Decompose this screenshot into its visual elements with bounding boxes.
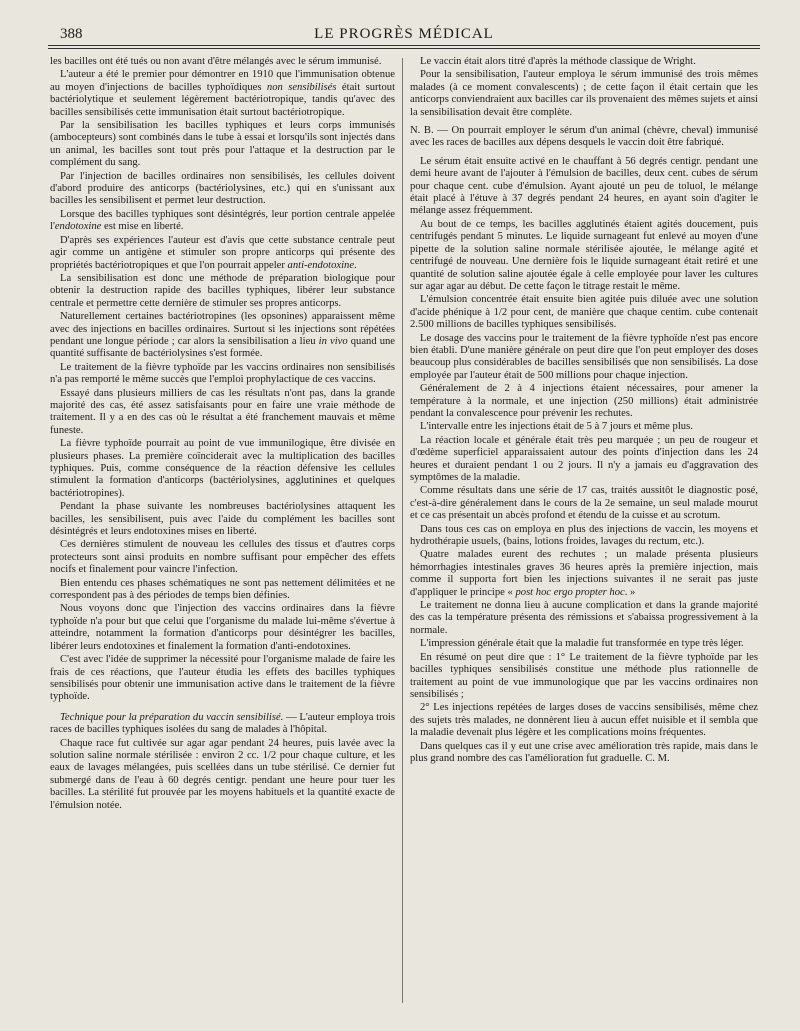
paragraph: Pendant la phase suivante les nombreuses bactériolysines attaquent les bacilles, les sensibilisent, puis avec l'aide du complément les bacilles sont désintégrés et leurs endotoxines mises en liberté. bbox=[50, 501, 395, 538]
paragraph: Essayé dans plusieurs milliers de cas les résultats n'ont pas, dans la grande majorité des cas, été assez satisfaisants pour en faire une vraie méthode de traitement. Il y a en des cas où le résultat a été franchement mauvais et même funeste. bbox=[50, 387, 395, 436]
paragraph: Lorsque des bacilles typhiques sont désintégrés, leur portion centrale appelée l'endotoxine est mise en liberté. bbox=[50, 208, 395, 233]
paragraph: Quatre malades eurent des rechutes ; un malade présenta plusieurs hémorrhagies intestinales graves 36 heures après la première injection, mais comme il supporta fort bien les injections suivantes il ne serait pas juste d'appliquer le principe « post hoc ergo propter hoc. » bbox=[410, 549, 758, 598]
paragraph: Ces dernières stimulent de nouveau les cellules des tissus et d'autres corps protecteurs sont ainsi produits en nombre suffisant pour empêcher des effets nocifs et finalement pour vaincre l'infection. bbox=[50, 539, 395, 576]
paragraph: Le vaccin était alors titré d'après la méthode classique de Wright. bbox=[420, 56, 696, 67]
author-signature: C. M. bbox=[645, 752, 670, 764]
paragraph: Bien entendu ces phases schématiques ne sont pas nettement délimitées et ne correspondent pas à des périodes de temps bien définies. bbox=[50, 577, 395, 602]
header-rule-double bbox=[48, 48, 760, 49]
paragraph: Le traitement ne donna lieu à aucune complication et dans la grande majorité des cas la température présenta des rémissions et s'abaissa progressivement à la normale. bbox=[410, 600, 758, 636]
paragraph: La réaction locale et générale était très peu marquée ; un peu de rougeur et d'œdème superficiel apparaissaient autour des points d'injection dans les 24 heures et duraient pendant 1 ou 2 jours. Il n'y a jamais eu d'aggravation des symptômes de la maladie. bbox=[410, 434, 758, 483]
paragraph: Chaque race fut cultivée sur agar agar pendant 24 heures, puis lavée avec la solution saline normale stérilisée : environ 2 cc. 1/2 pour chaque culture, et les eaux de lavages mélangées, puis scellées dans un tube stérilisé. Ce dernier fut submergé dans de l'eau à 60 degrés centigr. pendant une heure pour tuer les bacilles. La stérilité fut prouvée par les moyens habituels et la quantité exacte de l'émulsion notée. bbox=[50, 737, 395, 811]
header-rule bbox=[48, 45, 760, 46]
paragraph: Comme résultats dans une série de 17 cas, traités aussitôt le diagnostic posé, c'est-à-dire généralement dans le cours de la 2e semaine, un seul malade mourut et ce cas présentait un abcès profond et étendu de la cuisse et au scrotum. bbox=[410, 485, 758, 522]
paragraph: D'après ses expériences l'auteur est d'avis que cette substance centrale peut agir comme un antigène et stimuler son propre anticorps qui présente des propriétés bactériotropiques et que l'on pourrait appeler anti-endotoxine. bbox=[50, 234, 395, 271]
paragraph: 2° Les injections repétées de larges doses de vaccins sensibilisés, même chez des sujets très malades, ne donnèrent lieu à aucun effet nuisible et il sembla que la maladie devenait plus légère et les complications moins fréquentes. bbox=[410, 702, 758, 739]
paragraph: L'impression générale était que la maladie fut transformée en type très léger. bbox=[420, 638, 744, 650]
column-divider bbox=[402, 58, 403, 1003]
paragraph: Le sérum était ensuite activé en le chauffant à 56 degrés centigr. pendant une demi heure avant de l'ajouter à l'émulsion de bacilles, deux cent. cubes de sérum pour chaque cent. cube d'émulsion. Ayant ajouté un peu de toluol, le mélange était placé à l'étuve à 37 degrés pendant 24 heures, en ayant soin d'agiter le mélange assez fréquemment. bbox=[410, 155, 758, 217]
note-paragraph: N. B. — On pourrait employer le sérum d'un animal (chèvre, cheval) immunisé avec les races de bacilles aux dépens desquels le vaccin doit être fabriqué. bbox=[410, 125, 758, 149]
paragraph: La fièvre typhoïde pourrait au point de vue immunilogique, être divisée en plusieurs phases. La première coïnciderait avec la multiplication des bacilles typhiques. Puis, comme conséquence de la réaction défensive les cellules stimulent la formation d'anticorps (bactériolysines, agglutinines et quelques bactériotropines). bbox=[50, 438, 395, 499]
paragraph: Dans tous ces cas on employa en plus des injections de vaccin, les moyens et hydrothérapie usuels, (bains, lotions froides, lavages du rectum, etc.). bbox=[410, 523, 758, 548]
paragraph: Dans quelques cas il y eut une crise avec amélioration très rapide, mais dans le plus grand nombre des cas l'amélioration fut graduelle. C. M. bbox=[410, 740, 758, 764]
paragraph: Naturellement certaines bactériotropines (les opsonines) apparaissent même avec des injections en bacilles ordinaires. Surtout si les injections sont répétées pendant une longue période ; car alors la sensibilisation a lieu in vivo quand une quantité suffisante de bactériolysines s'est formée. bbox=[50, 311, 395, 360]
paragraph: L'émulsion concentrée était ensuite bien agitée puis diluée avec une solution d'acide phénique à 1/2 pour cent, de manière que chaque centim. cube contenait 2.500 millions de bacilles typhiques sensibilisés. bbox=[410, 294, 758, 331]
paragraph: L'intervalle entre les injections était de 5 à 7 jours et même plus. bbox=[420, 421, 693, 433]
paragraph: Le traitement de la fièvre typhoïde par les vaccins ordinaires non sensibilisés n'a pas remporté le même succès que l'emploi prophylactique de ces vaccins. bbox=[50, 361, 395, 386]
paragraph: Pour la sensibilisation, l'auteur employa le sérum immunisé des trois mêmes malades (à ce moment convalescents) ; de cette façon il était certain que les anticorps conviendraient aux bacilles car ils provenaient des mêmes sujets et ainsi la sensibilisation devait être complète. bbox=[410, 69, 758, 118]
paragraph: les bacilles ont été tués ou non avant d'être mélangés avec le sérum immunisé. bbox=[50, 56, 382, 67]
page-header bbox=[48, 22, 760, 44]
left-column bbox=[50, 56, 395, 1006]
paragraph: La sensibilisation est donc une méthode de préparation biologique pour obtenir la destruction rapide des bacilles typhiques, libérer leur substance centrale et permettre cette dernière de stimuler ses propres anticorps. bbox=[50, 272, 395, 309]
running-title: LE PROGRÈS MÉDICAL bbox=[314, 26, 494, 42]
right-column bbox=[410, 56, 758, 1006]
paragraph: En résumé on peut dire que : 1° Le traitement de la fièvre typhoïde par les bacilles typhiques sensibilisés constitue une méthode plus rationnelle de traitement au point de vue immunologique que par les vaccins ordinaires non sensibilisés ; bbox=[410, 651, 758, 700]
paragraph: L'auteur a été le premier pour démontrer en 1910 que l'immunisation obtenue au moyen d'injections de bacilles typhoïdiques non sensibilisés était surtout bactériolytique et seulement légèrement bactériotropique, tandis qu'avec des bacilles sensibilisés cette immunisation était surtout bactériotropique. bbox=[50, 69, 395, 118]
paragraph: C'est avec l'idée de supprimer la nécessité pour l'organisme malade de faire les frais de ces réactions, que l'auteur étudia les effets des bacilles typhiques sensibilisés pour obtenir une immunisation active dans le traitement de la fièvre typhoïde. bbox=[50, 654, 395, 703]
paragraph: Généralement de 2 à 4 injections étaient nécessaires, pour amener la température à la normale, et une injection (250 millions) était administrée pendant la convalescence pour prévenir les rechutes. bbox=[410, 383, 758, 419]
paragraph: Le dosage des vaccins pour le traitement de la fièvre typhoïde n'est pas encore bien établi. D'une manière générale on peut dire que l'on peut employer des doses beaucoup plus considérables de bacilles sensibilisés que non sensibilisés. La dose employée par l'auteur était de 500 millions pour chaque injection. bbox=[410, 332, 758, 381]
paragraph: Par la sensibilisation les bacilles typhiques et leurs corps immunisés (ambocepteurs) sont combinés dans le tube à essai et lorsqu'ils sont injectés dans un animal, les bacilles sont tout près pour l'attaque et la destruction par le complément du sang. bbox=[50, 120, 395, 169]
paragraph: Au bout de ce temps, les bacilles agglutinés étaient agités doucement, puis centrifugés pendant 5 minutes. Le liquide surnageant fut enlevé au moyen d'une pipette de la solution saline normale stérilisée ajoutée, le mélange agité et centrifugé de nouveau. Une dernière fois le liquide surnageant était retiré et une quantité de solution saline ajoutée égale à celle employée pour laver les cultures sur agar agar au début. De cette façon le titrage restait le même. bbox=[410, 218, 758, 292]
paragraph: Par l'injection de bacilles ordinaires non sensibilisés, les cellules doivent d'abord produire des anticorps (bactériolysines, etc.) qui en s'unissant aux bacilles les sensibilisent et permet leur destruction. bbox=[50, 170, 395, 207]
page-number: 388 bbox=[60, 26, 83, 42]
section-heading-paragraph: Technique pour la préparation du vaccin sensibilisé. — L'auteur employa trois races de bacilles typhiques isolées du sang de malades à l'hôpital. bbox=[50, 711, 395, 736]
paragraph: Nous voyons donc que l'injection des vaccins ordinaires dans la fièvre typhoïde n'a pour but que celui que l'organisme du malade lui-même s'évertue à atteindre, notamment la formation d'anticorps pour désintégrer les bacilles, libérer leurs endotoxines et finalement la formation d'anti-endotoxines. bbox=[50, 603, 395, 652]
